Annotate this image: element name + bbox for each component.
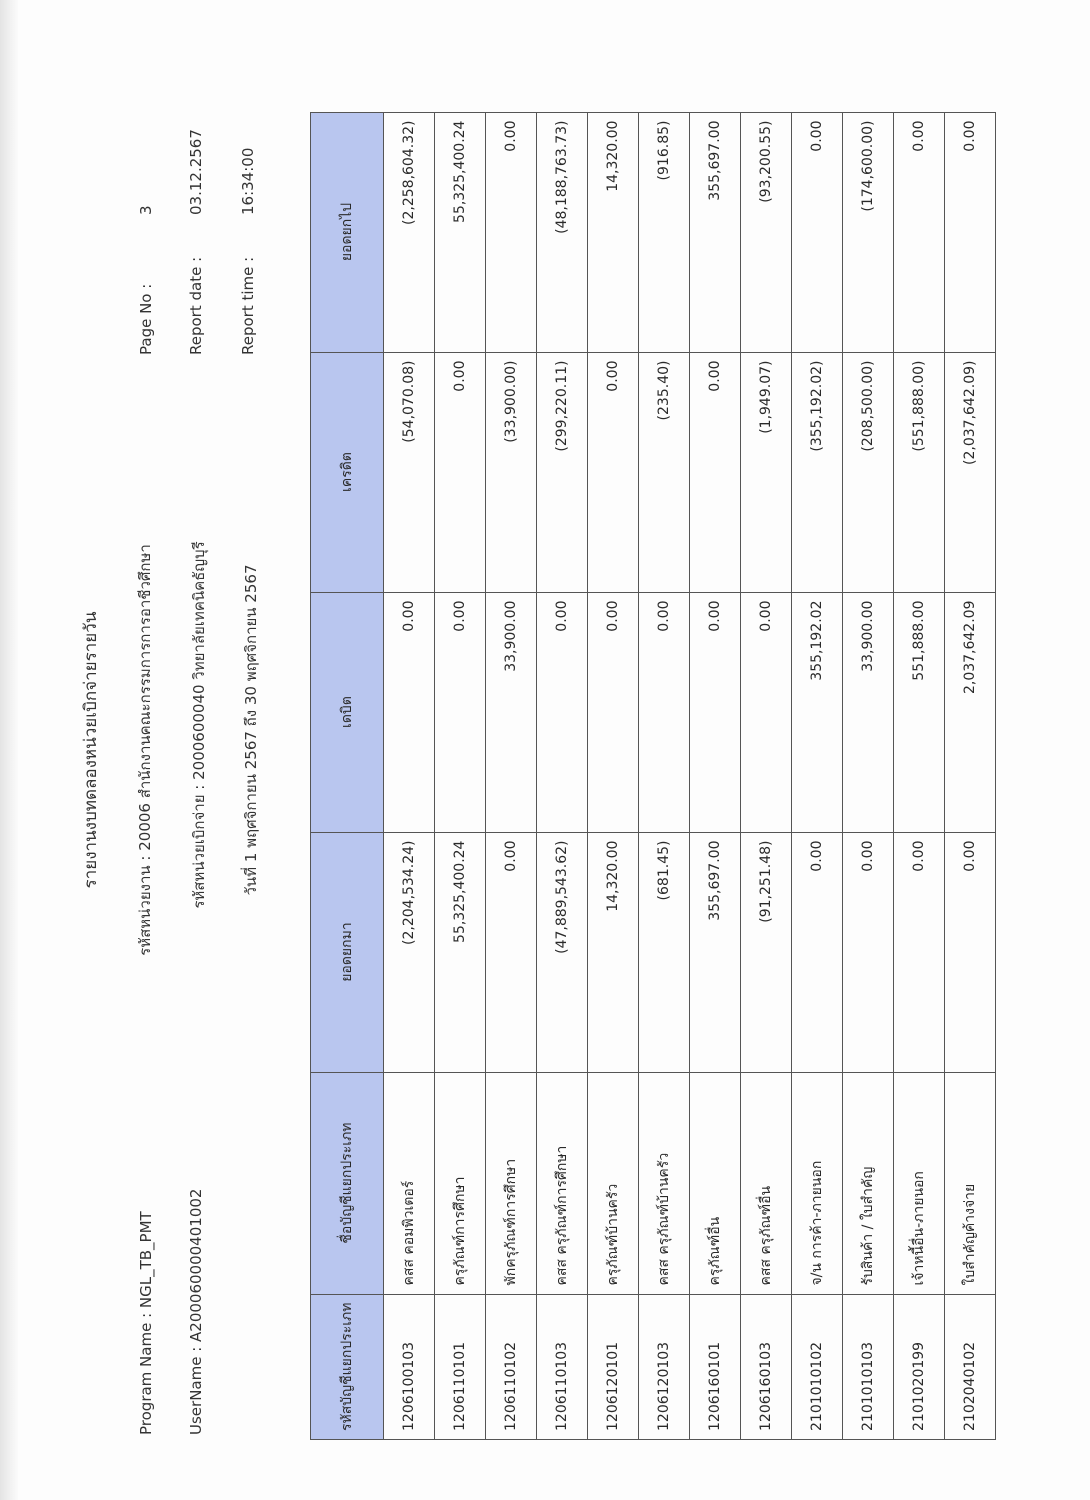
page-no-label: Page No : [137,283,155,355]
cell-account-code: 2101020199 [894,1294,945,1439]
cell-credit: 0.00 [588,352,639,592]
cell-closing-balance: 355,697.00 [690,112,741,352]
cell-debit: 355,192.02 [792,592,843,832]
cell-opening-balance: 14,320.00 [588,832,639,1072]
cell-debit: 0.00 [741,592,792,832]
cell-credit: (355,192.02) [792,352,843,592]
table-row [792,112,843,1439]
cell-account-name: ครุภัณฑ์บ้านครัว [588,1072,639,1294]
cell-closing-balance: 0.00 [945,112,996,352]
cell-closing-balance: (916.85) [639,112,690,352]
table-row [741,112,792,1439]
cell-opening-balance: 355,697.00 [690,832,741,1072]
report-date-label: Report date : [187,256,205,355]
cell-credit: (1,949.07) [741,352,792,592]
cell-debit: 0.00 [384,592,435,832]
cell-opening-balance: 0.00 [486,832,537,1072]
cell-account-code: 1206160103 [741,1294,792,1439]
cell-debit: 33,900.00 [486,592,537,832]
table-row [894,112,945,1439]
user-name: UserName : A200060000401002 [187,1188,205,1435]
cell-account-name: ใบสำคัญค้างจ่าย [945,1072,996,1294]
col-header-account-code: รหัสบัญชีแยกประเภท [311,1294,384,1439]
table-row [639,112,690,1439]
cell-credit: 0.00 [435,352,486,592]
col-header-debit: เดบิต [311,592,384,832]
cell-debit: 0.00 [690,592,741,832]
period-line: วันที่ 1 พฤศจิกายน 2567 ถึง 30 พฤศจิกายน 2567 [242,564,260,896]
cell-account-code: 1206110103 [537,1294,588,1439]
agency-line: รหัสหน่วยงาน : 20006 สำนักงานคณะกรรมการการอาชีวศึกษา [136,544,154,956]
page-no-value: 3 [137,205,155,215]
cell-opening-balance: 0.00 [843,832,894,1072]
col-header-opening-balance: ยอดยกมา [311,832,384,1072]
cell-closing-balance: 55,325,400.24 [435,112,486,352]
table-row [843,112,894,1439]
cell-opening-balance: (681.45) [639,832,690,1072]
cell-closing-balance: (2,258,604.32) [384,112,435,352]
cell-opening-balance: 0.00 [792,832,843,1072]
table-row [588,112,639,1439]
report-date-value: 03.12.2567 [187,129,205,215]
cell-debit: 0.00 [435,592,486,832]
cell-opening-balance: 0.00 [945,832,996,1072]
cell-account-code: 1206120101 [588,1294,639,1439]
cell-credit: (551,888.00) [894,352,945,592]
cell-account-name: ครุภัณฑ์อื่น [690,1072,741,1294]
cell-opening-balance: (2,204,534.24) [384,832,435,1072]
cell-account-name: ครุภัณฑ์การศึกษา [435,1072,486,1294]
cell-debit: 33,900.00 [843,592,894,832]
report-title: รายงานงบทดลองหน่วยเบิกจ่ายรายวัน [81,611,101,889]
cell-credit: (54,070.08) [384,352,435,592]
cell-account-code: 2101010103 [843,1294,894,1439]
cell-account-name: คสส ครุภัณฑ์บ้านครัว [639,1072,690,1294]
table-row [690,112,741,1439]
table-row [486,112,537,1439]
cell-account-code: 1206110101 [435,1294,486,1439]
program-name: Program Name : NGL_TB_PMT [137,1211,155,1435]
cell-account-code: 2102040102 [945,1294,996,1439]
cell-account-code: 1206160101 [690,1294,741,1439]
cell-account-name: จ/น การค้า-ภายนอก [792,1072,843,1294]
cell-credit: (2,037,642.09) [945,352,996,592]
cell-debit: 551,888.00 [894,592,945,832]
cell-credit: (299,220.11) [537,352,588,592]
cell-credit: (208,500.00) [843,352,894,592]
table-header-row [311,112,384,1439]
cell-opening-balance: 55,325,400.24 [435,832,486,1072]
cell-account-code: 2101010102 [792,1294,843,1439]
cell-closing-balance: 0.00 [486,112,537,352]
col-header-credit: เครดิต [311,352,384,592]
cell-closing-balance: 0.00 [792,112,843,352]
cell-debit: 2,037,642.09 [945,592,996,832]
cell-account-name: พักครุภัณฑ์การศึกษา [486,1072,537,1294]
cell-account-name: คสส ครุภัณฑ์อื่น [741,1072,792,1294]
cell-opening-balance: (47,889,543.62) [537,832,588,1072]
cell-closing-balance: 14,320.00 [588,112,639,352]
cell-opening-balance: 0.00 [894,832,945,1072]
cell-closing-balance: (48,188,763.73) [537,112,588,352]
cell-credit: 0.00 [690,352,741,592]
cell-credit: (33,900.00) [486,352,537,592]
cell-closing-balance: (93,200.55) [741,112,792,352]
table-row [537,112,588,1439]
cell-account-name: คสส ครุภัณฑ์การศึกษา [537,1072,588,1294]
report-page [15,20,1075,1480]
cell-debit: 0.00 [537,592,588,832]
col-header-account-name: ชื่อบัญชีแยกประเภท [311,1072,384,1294]
cell-account-name: เจ้าหนี้อื่น-ภายนอก [894,1072,945,1294]
cell-opening-balance: (91,251.48) [741,832,792,1072]
cell-debit: 0.00 [639,592,690,832]
cell-debit: 0.00 [588,592,639,832]
cell-closing-balance: (174,600.00) [843,112,894,352]
report-time-label: Report time : [239,256,257,355]
table-row [945,112,996,1439]
cell-account-code: 1206120103 [639,1294,690,1439]
trial-balance-table [310,112,996,1440]
cell-account-code: 1206100103 [384,1294,435,1439]
cell-credit: (235.40) [639,352,690,592]
cell-account-name: คสส คอมพิวเตอร์ [384,1072,435,1294]
col-header-closing-balance: ยอดยกไป [311,112,384,352]
table-row [384,112,435,1439]
cell-account-name: รับสินค้า / ใบสำคัญ [843,1072,894,1294]
report-time-value: 16:34:00 [239,147,257,215]
cell-account-code: 1206110102 [486,1294,537,1439]
cell-closing-balance: 0.00 [894,112,945,352]
disbursing-unit-line: รหัสหน่วยเบิกจ่าย : 2000600040 วิทยาลัยเทคนิคธัญบุรี [190,541,208,909]
table-row [435,112,486,1439]
